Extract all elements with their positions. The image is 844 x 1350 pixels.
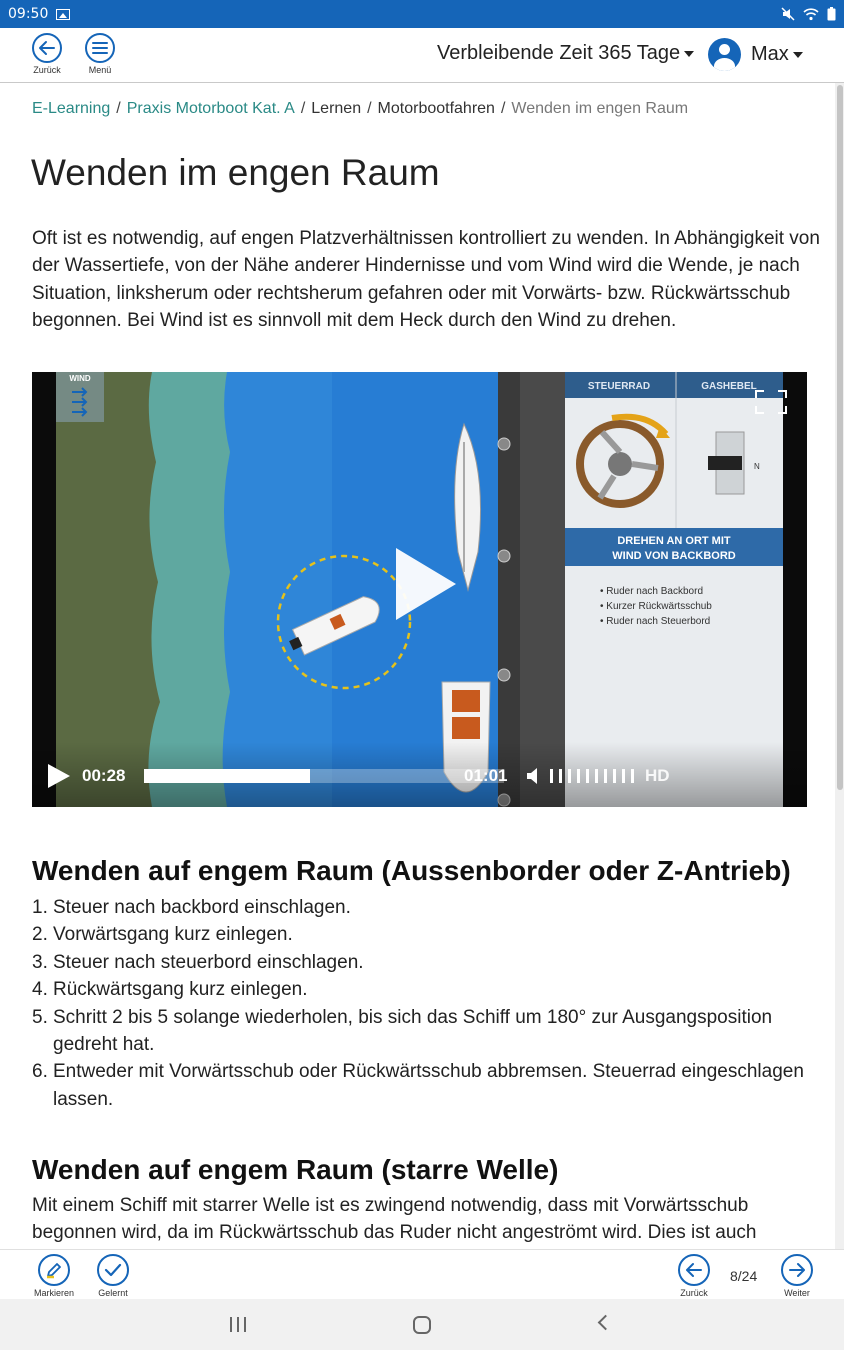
volume-level-slider[interactable] (550, 769, 634, 783)
video-duration: 01:01 (464, 766, 508, 785)
caret-down-icon (684, 51, 694, 57)
breadcrumb-separator: / (367, 100, 372, 117)
section-heading-starre-welle: Wenden auf engem Raum (starre Welle) (32, 1154, 559, 1185)
status-bar (0, 0, 844, 28)
mute-icon (781, 7, 795, 21)
caret-down-icon (793, 52, 803, 58)
back-button-label: Zurück (33, 65, 61, 75)
step-text: Steuer nach steuerbord einschlagen. (53, 951, 364, 973)
panel-bullet-2: • Kurzer Rückwärtsschub (600, 601, 712, 612)
menu-button-label: Menü (88, 65, 112, 75)
panel-title-line2: WIND VON BACKBORD (612, 550, 736, 562)
status-time: 09:50 (8, 6, 49, 22)
arrow-left-icon (678, 1254, 710, 1286)
breadcrumb-separator: / (300, 100, 306, 117)
video-current-time: 00:28 (82, 766, 126, 785)
list-item (32, 949, 822, 976)
step-text: Rückwärtsgang kurz einlegen. (53, 979, 308, 1001)
bottom-toolbar (0, 1249, 844, 1299)
next-page-label: Weiter (784, 1288, 810, 1298)
list-item (32, 1058, 822, 1113)
battery-icon (827, 7, 836, 21)
pencil-icon (38, 1254, 70, 1286)
system-back-icon[interactable] (598, 1315, 614, 1331)
scrollbar-thumb[interactable] (837, 85, 843, 790)
step-number: 1. (32, 897, 48, 918)
step-number: 2. (32, 924, 48, 946)
throttle-label: GASHEBEL (701, 381, 757, 392)
steering-label: STEUERRAD (587, 381, 651, 392)
page-scrollbar[interactable] (835, 83, 844, 1249)
page-counter: 8/24 (730, 1268, 758, 1284)
hd-quality-button[interactable]: HD (645, 766, 670, 785)
previous-page-button[interactable] (669, 1254, 719, 1298)
back-button[interactable] (27, 33, 67, 75)
list-item (32, 976, 822, 1003)
breadcrumb-link-elearning[interactable]: E-Learning (32, 100, 111, 117)
step-text: Steuer nach backbord einschlagen. (53, 897, 351, 918)
video-progress-bar[interactable] (144, 769, 504, 783)
learned-button-label: Gelernt (98, 1288, 128, 1298)
breadcrumb-separator: / (500, 100, 506, 117)
panel-bullet-3: • Ruder nach Steuerbord (600, 616, 711, 627)
step-number: 4. (32, 979, 48, 1001)
top-navigation (0, 28, 844, 83)
system-navigation-bar (0, 1299, 844, 1350)
volume-icon[interactable] (526, 767, 542, 785)
list-item (32, 1004, 822, 1059)
user-menu-dropdown[interactable] (708, 38, 803, 71)
wifi-icon (803, 7, 819, 21)
breadcrumb-separator: / (116, 100, 121, 117)
list-item (32, 894, 822, 921)
list-item (32, 921, 822, 948)
breadcrumb-link-course[interactable]: Praxis Motorboot Kat. A (126, 100, 295, 117)
next-page-button[interactable] (772, 1254, 822, 1298)
wind-label: WIND (69, 374, 91, 383)
big-play-icon[interactable] (390, 544, 460, 624)
intro-paragraph: Oft ist es notwendig, auf engen Platzverhältnissen kontrolliert zu wenden. In Abhängigkeit von der Wassertiefe, von der Nähe anderer Hindernisse und vom Wind wird die Wende, je nach Situation, linksherum oder rechtsherum gefahren oder mit Vorwärts- bzw. Rückwärtsschub begonnen. Bei Wind ist es sinnvoll mit dem Heck durch den Wind zu drehen. (32, 228, 820, 332)
panel-title-line1: DREHEN AN ORT MIT (617, 535, 731, 547)
throttle-n-mark: N (754, 462, 760, 471)
mark-button[interactable] (29, 1254, 79, 1298)
learned-button[interactable] (88, 1254, 138, 1298)
mark-button-label: Markieren (33, 1288, 74, 1298)
section-paragraph-starre-welle: Mit einem Schiff mit starrer Welle ist es zwingend notwendig, dass mit Vorwärtsschub begonnen wird, da im Rückwärtsschub das Ruder nicht angeströmt wird. Dies ist auch (32, 1195, 757, 1244)
page-title: Wenden im engen Raum (31, 152, 440, 193)
menu-button[interactable] (80, 33, 120, 75)
previous-page-label: Zurück (680, 1288, 708, 1298)
user-avatar-icon (708, 38, 741, 71)
section-heading-aussenborder: Wenden auf engem Raum (Aussenborder oder Z-Antrieb) (32, 855, 791, 886)
wind-arrows-icon (72, 388, 86, 416)
home-icon[interactable] (413, 1316, 431, 1334)
step-number: 5. (32, 1006, 48, 1028)
play-icon[interactable] (48, 764, 70, 788)
breadcrumb-current: Wenden im engen Raum (511, 100, 689, 117)
status-icons (781, 7, 836, 21)
recents-icon[interactable] (230, 1317, 246, 1332)
check-icon (97, 1254, 129, 1286)
breadcrumb (32, 100, 688, 118)
breadcrumb-item-lernen[interactable]: Lernen (311, 100, 362, 117)
video-player[interactable] (32, 372, 807, 807)
steps-list (32, 894, 822, 1113)
user-name: Max (751, 43, 789, 65)
step-text: Entweder mit Vorwärtsschub oder Rückwärtsschub abbremsen. Steuerrad eingeschlagen lassen. (53, 1061, 804, 1110)
hamburger-menu-icon (85, 33, 115, 63)
video-controls (32, 742, 807, 807)
fullscreen-icon[interactable] (755, 390, 787, 414)
time-remaining-label: Verbleibende Zeit 365 Tage (437, 42, 681, 64)
arrow-right-icon (781, 1254, 813, 1286)
step-text: Schritt 2 bis 5 solange wiederholen, bis sich das Schiff um 180° zur Ausgangsposition gedreht hat. (53, 1006, 773, 1056)
image-notification-icon (56, 9, 70, 20)
step-text: Vorwärtsgang kurz einlegen. (53, 924, 293, 946)
step-number: 6. (32, 1061, 48, 1083)
video-progress-fill (144, 769, 310, 783)
panel-bullet-1: • Ruder nach Backbord (600, 586, 704, 597)
time-remaining-dropdown[interactable] (437, 42, 694, 65)
arrow-left-icon (32, 33, 62, 63)
breadcrumb-item-motorbootfahren[interactable]: Motorbootfahren (377, 100, 495, 117)
step-number: 3. (32, 951, 48, 973)
